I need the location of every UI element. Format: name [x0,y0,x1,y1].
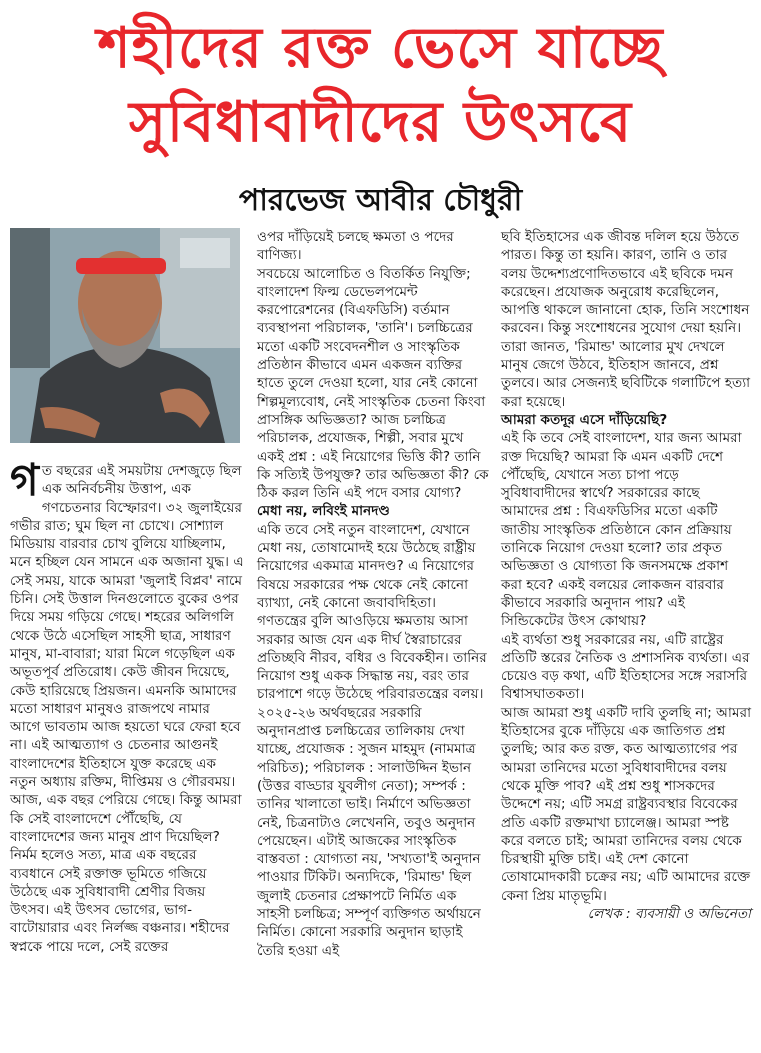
paragraph: এই ব্যর্থতা শুধু সরকারের নয়, এটি রাষ্ট্রের প্রতিটি স্তরের নৈতিক ও প্রশাসনিক ব্যর্থতা। এর চেয়েও বড় কথা, এটি ইতিহাসের সঙ্গে সরাসরি বিশ্বাসঘাতকতা। [501,631,750,703]
dropcap: গ [10,455,39,506]
paragraph: এই কি তবে সেই বাংলাদেশ, যার জন্য আমরা রক্ত দিয়েছি? আমরা কি এমন একটি দেশে পৌঁছেছি, যেখানে সত্য চাপা পড়ে সুবিধাবাদীদের স্বার্থে? সরকারের কাছে আমাদের প্রশ্ন : বিএফডিসির মতো একটি জাতীয় সাংস্কৃতিক প্রতিষ্ঠানে কোন প্রক্রিয়ায় তানিকে নিয়োগ দেওয়া হলো? তার প্রকৃত অভিজ্ঞতা ও যোগ্যতা কি জনসমক্ষে প্রকাশ করা হবে? একই বলয়ের লোকজন বারবার কীভাবে সরকারি অনুদান পায়? এই সিন্ডিকেটের উৎস কোথায়? [501,430,742,630]
portrait-photo-icon [10,228,240,443]
paragraph: সবচেয়ে আলোচিত ও বিতর্কিত নিযুক্তি; বাংলাদেশ ফিল্ম ডেভেলপমেন্ট করপোরেশনের (বিএফডিসি) বর্তমান ব্যবস্থাপনা পরিচালক, 'তানি'। চলচ্চিত্রের মতো একটি সংবেদনশীল ও সাংস্কৃতিক প্রতিষ্ঠান কীভাবে এমন একজন ব্যক্তির হাতে তুলে দেওয়া হলো, যার নেই কোনো শিল্পমূল্যবোধ, নেই সাংস্কৃতিক চেতনা কিংবা প্রাসঙ্গিক অভিজ্ঞতা? আজ চলচ্চিত্র পরিচালক, প্রযোজক, শিল্পী, সবার মুখে একই প্রশ্ন : এই নিয়োগের ভিত্তি কী? তানি কি সত্যিই উপযুক্ত? তার অভিজ্ঞতা কী? কে ঠিক করল তিনি এই পদে বসার যোগ্য? [257,265,489,502]
headline-line-2: সুবিধাবাদীদের উৎসবে [128,90,633,155]
paragraph: ওপর দাঁড়িয়েই চলছে ক্ষমতা ও পদের বাণিজ্য। [257,229,454,264]
paragraph: আজ আমরা শুধু একটি দাবি তুলছি না; আমরা ইতিহাসের বুকে দাঁড়িয়ে এক জাতিগত প্রশ্ন তুলছি; আর কত রক্ত, কত আত্মত্যাগের পর আমরা তানিদের মতো সুবিধাবাদীদের বলয় থেকে মুক্তি পাব? এই প্রশ্ন শুধু শাসকদের উদ্দেশে নয়; এটি সমগ্র রাষ্ট্রব্যবস্থার বিবেকের প্রতি একটি রক্তমাখা চ্যালেঞ্জ। আমরা স্পষ্ট করে বলতে চাই; আমরা তানিদের বলয় থেকে চিরস্থায়ী মুক্তি চাই। এই দেশ কোনো তোষামোদকারী চক্রের নয়; এটি আমাদের রক্তে কেনা প্রিয় মাতৃভূমি। [501,704,752,904]
paragraph: ত বছরের এই সময়টায় দেশজুড়ে ছিল এক অনির্বচনীয় উত্তাপ, এক গণচেতনার বিস্ফোরণ। ৩২ জুলাইয়ের গভীর রাত; ঘুম ছিল না চোখে। সোশ্যাল মিডিয়ায় বারবার চোখ বুলিয়ে যাচ্ছিলাম, মনে হচ্ছিল যেন সামনে এক অজানা যুদ্ধ। এ সেই সময়, যাকে আমরা 'জুলাই বিপ্লব' নামে চিনি। সেই উত্তাল দিনগুলোতে বুকের ওপর দিয়ে সময় গড়িয়ে গেছে। শহরের অলিগলি থেকে উঠে এসেছিল সাহসী ছাত্র, সাধারণ মানুষ, মা-বাবারা; যারা মিলে গড়েছিল এক অভূতপূর্ব প্রতিরোধ। কেউ জীবন দিয়েছে, কেউ হারিয়েছে প্রিয়জন। এমনকি আমাদের মতো সাধারণ মানুষও রাজপথে নামার আগে ভাবতাম আজ হয়তো ঘরে ফেরা হবে না। এই আত্মত্যাগ ও চেতনার আগুনই বাংলাদেশের ইতিহাসে যুক্ত করেছে এক নতুন অধ্যায় রক্তিম, দীপ্তিময় ও গৌরবময়। [10,463,244,791]
byline: পারভেজ আবীর চৌধুরী [238,183,523,218]
paragraph: ছবি ইতিহাসের এক জীবন্ত দলিল হয়ে উঠতে পারত। কিন্তু তা হয়নি। কারণ, তানি ও তার বলয় উদ্দেশ্যপ্রণোদিতভাবে এই ছবিকে দমন করেছেন। প্রযোজক অনুরোধ করেছিলেন, আপত্তি থাকলে জানানো হোক, তিনি সংশোধন করবেন। কিন্তু সংশোধনের সুযোগ দেয়া হয়নি। তারা জানত, 'রিমান্ড' আলোর মুখ দেখলে মানুষ জেগে উঠবে, ইতিহাস জানবে, প্রশ্ন তুলবে। আর সেজন্যই ছবিটিকে গলাটিপে হত্যা করা হয়েছে। [501,229,751,410]
headline-line-1: শহীদের রক্ত ভেসে যাচ্ছে [97,16,664,81]
article-column-3 [501,228,751,923]
article-column-1 [10,455,244,956]
subheading: মেধা নয়, লবিংই মানদণ্ড [257,503,390,520]
subheading: আমরা কতদূর এসে দাঁড়িয়েছি? [501,411,668,428]
paragraph: একি তবে সেই নতুন বাংলাদেশ, যেখানে মেধা নয়, তোষামোদই হয়ে উঠেছে রাষ্ট্রীয় নিয়োগের একমাত্র মানদণ্ড? এ নিয়োগের বিষয়ে সরকারের পক্ষ থেকে নেই কোনো ব্যাখ্যা, নেই কোনো জবাবদিহিতা। গণতন্ত্রের বুলি আওড়িয়ে ক্ষমতায় আসা সরকার আজ যেন এক দীর্ঘ স্বৈরাচারের প্রতিচ্ছবি নীরব, বধির ও বিবেকহীন। তানির নিয়োগ শুধু একক সিদ্ধান্ত নয়, বরং তার চারপাশে গড়ে উঠেছে পরিবারতন্ত্রের বলয়। ২০২৫-২৬ অর্থবছরের সরকারি অনুদানপ্রাপ্ত চলচ্চিত্রের তালিকায় দেখা যাচ্ছে, প্রযোজক : সুজন মাহমুদ (নামমাত্র পরিচিত); পরিচালক : সালাউদ্দিন ইভান (উত্তর বাড্ডার যুবলীগ নেতা); সম্পর্ক : তানির খালাতো ভাই। নির্মাণে অভিজ্ঞতা নেই, চিত্রনাট্যও লেখেননি, তবুও অনুদান পেয়েছেন। এটাই আজকের সাংস্কৃতিক বাস্তবতা : যোগ্যতা নয়, 'সখ্যতা'ই অনুদান পাওয়ার টিকিট। অন্যদিকে, 'রিমান্ড' ছিল জুলাই চেতনার প্রেক্ষাপটে নির্মিত এক সাহসী চলচ্চিত্র; সম্পূর্ণ ব্যক্তিগত অর্থায়নে নির্মিত। কোনো সরকারি অনুদান ছাড়াই তৈরি হওয়া এই [257,521,487,959]
author-signature: লেখক : ব্যবসায়ী ও অভিনেতা [587,905,751,922]
paragraph: আজ, এক বছর পেরিয়ে গেছে। কিন্তু আমরা কি সেই বাংলাদেশে পৌঁছেছি, যে বাংলাদেশের জন্য মানুষ প্রাণ দিয়েছিল? নির্মম হলেও সত্য, মাত্র এক বছরের ব্যবধানে সেই রক্তাক্ত ভূমিতে গজিয়ে উঠেছে এক সুবিধাবাদী শ্রেণীর বিজয় উৎসব। এই উৎসব ভোগের, ভাগ-বাটোয়ারার এবং নির্লজ্জ বঞ্চনার। শহীদের স্বপ্নকে পায়ে দলে, সেই রক্তের [10,792,242,955]
article-column-2 [257,228,489,960]
